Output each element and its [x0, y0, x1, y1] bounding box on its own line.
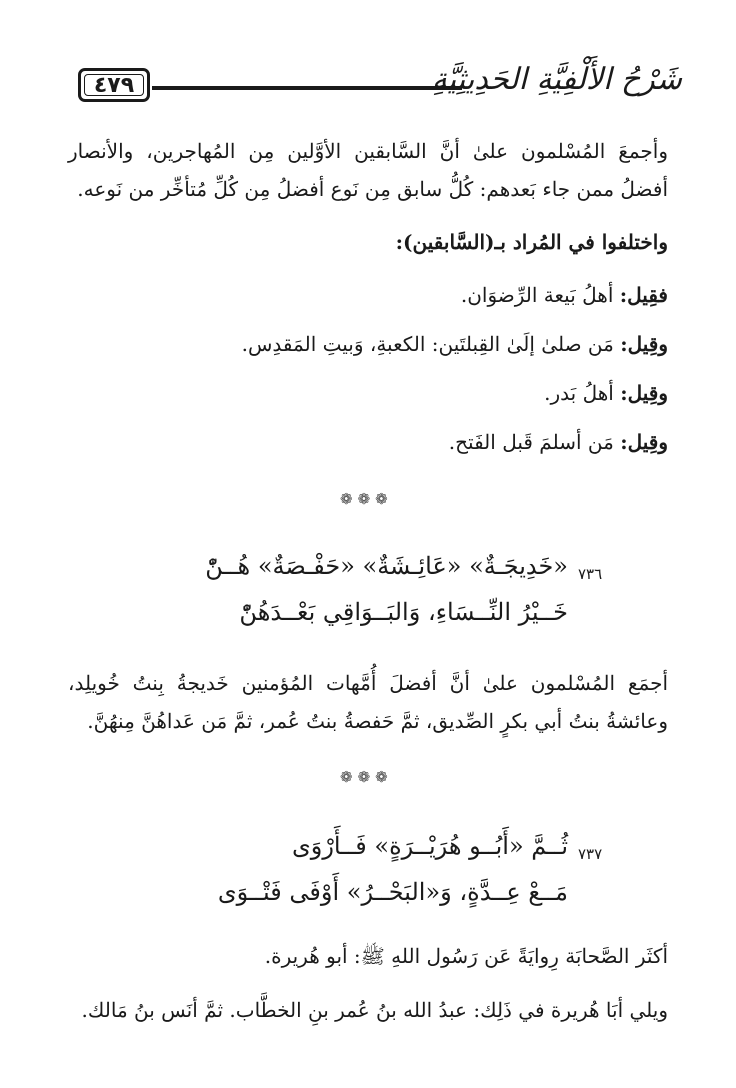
opinion-label: وقِيل: — [620, 430, 668, 454]
opinion-4 — [449, 430, 668, 454]
opinion-text: أهلُ بَدر. — [544, 381, 614, 405]
verse-number: ٧٣٧ — [578, 845, 603, 863]
page-number: ٤٧٩ — [93, 72, 135, 98]
opinion-2 — [242, 332, 668, 356]
opinion-label: وقِيل: — [620, 381, 668, 405]
opinion-text: مَن صلىٰ إلَىٰ القِبلتَين: الكعبةِ، وَبيتِ المَقدِس. — [241, 332, 614, 356]
verse-line-2: مَــعْ عِــدَّةٍ، وَ«البَحْــرُ» أَوْفَى فَتْــوَى — [217, 878, 568, 906]
section-divider-ornament: ❁❁❁ — [340, 490, 393, 508]
verse-line-1: «خَدِيجَـةٌ» «عَائِـشَةٌ» «حَفْـصَةٌ» هُــنّْ — [205, 552, 568, 580]
opinion-label: وقِيل: — [620, 332, 668, 356]
paragraph-sabiqun-consensus: وأجمعَ المُسْلمون علىٰ أنَّ السَّابقين الأوَّلين مِن المُهاجرين، والأنصار أفضلُ ممن جاء بَعدهم: كُلُّ سابق مِن نَوع أفضلُ مِن كُلِّ مُتأخِّر من نَوعه. — [68, 139, 668, 201]
running-title: شَرْحُ الأَلْفِيَّةِ الحَدِيثِيَّةِ — [431, 62, 682, 97]
section-divider-ornament: ❁❁❁ — [340, 768, 393, 786]
opinion-3 — [544, 381, 668, 405]
verse-line-2: خَــيْرُ النِّــسَاءِ، وَالبَــوَاقِي بَعْــدَهُنّْ — [239, 598, 568, 626]
paragraph-following-narrators: ويلي أبَا هُريرة في ذَلِك: عبدُ الله بنُ عُمر بنِ الخطَّاب. ثمَّ أنَس بنُ مَالك. — [81, 998, 668, 1022]
opinion-text: أهلُ بَيعة الرِّضوَان. — [460, 283, 614, 307]
opinion-text: مَن أسلمَ قَبل الفَتح. — [448, 430, 614, 454]
paragraph-mothers-of-believers: أجمَع المُسْلمون علىٰ أنَّ أفضلَ أُمَّهات المُؤمنين خَديجةُ بِنتُ خُويلِد، وعائشةُ بنتُ أبي بكرٍ الصِّديق، ثمَّ حَفصةُ بنتُ عُمر، ثمَّ مَن عَداهُنَّ مِنهُنَّ. — [68, 671, 668, 733]
opinion-1 — [461, 283, 668, 307]
opinion-label: فقِيل: — [619, 283, 668, 307]
page-header — [78, 62, 682, 112]
section-heading: واختلفوا في المُراد بـ(السَّابقين): — [395, 230, 668, 254]
verse-number: ٧٣٦ — [578, 565, 603, 583]
header-rule — [152, 86, 462, 90]
page-number-box — [78, 68, 150, 102]
verse-line-1: ثُــمَّ «أَبُــو هُرَيْــرَةٍ» فَــأَرْوَى — [291, 832, 568, 860]
paragraph-most-narrations: أكثَر الصَّحابَة رِوايَةً عَن رَسُول اللهِ ﷺ: أبو هُريرة. — [264, 944, 668, 968]
